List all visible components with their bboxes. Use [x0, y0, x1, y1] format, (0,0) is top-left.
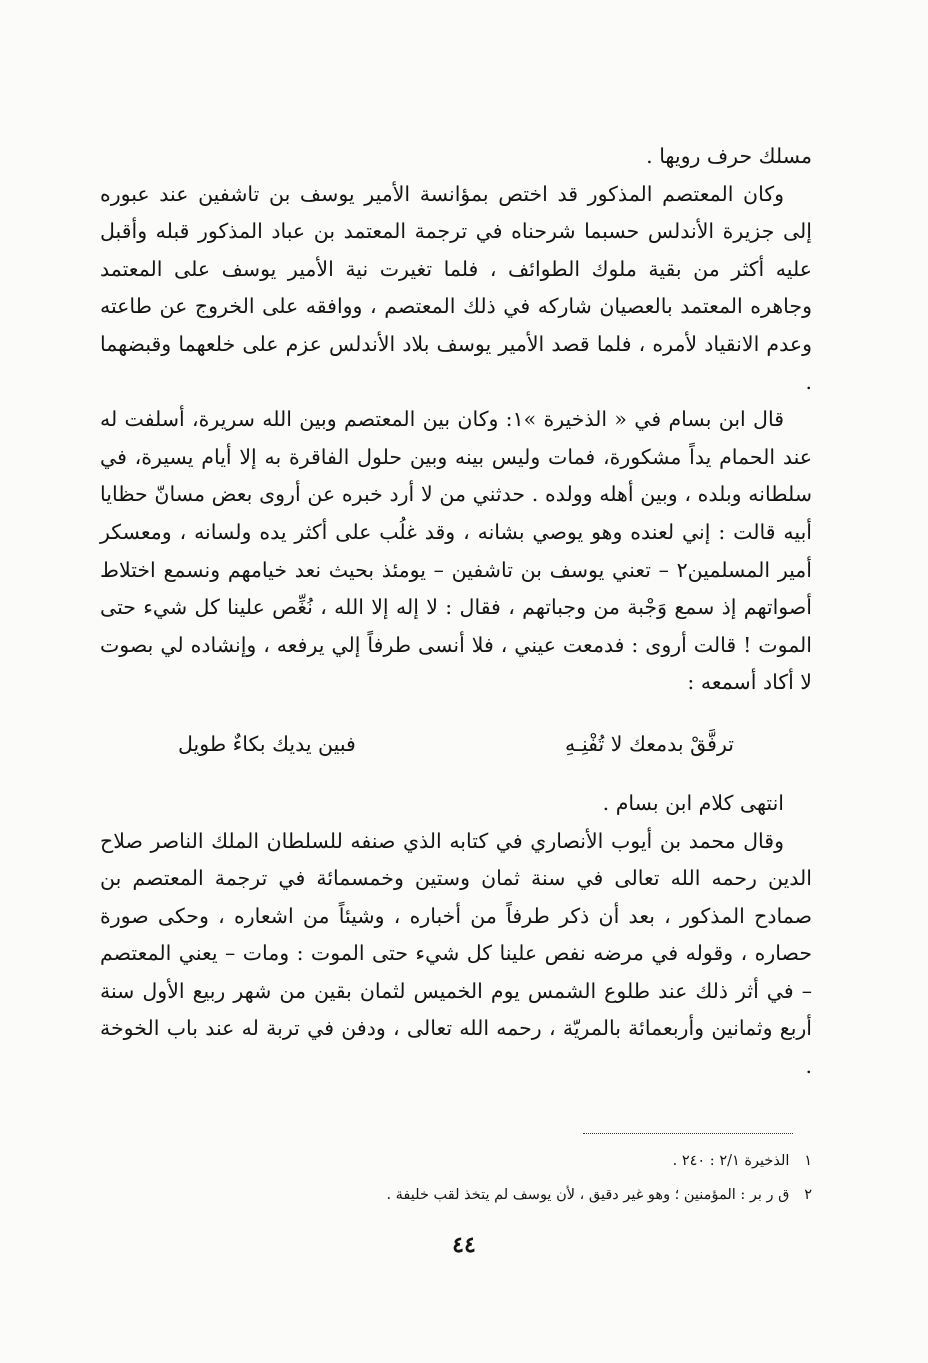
paragraph-end-of-quote: انتهى كلام ابن بسام . — [602, 790, 784, 815]
paragraph-ansari-account: وقال محمد بن أيوب الأنصاري في كتابه الذي صنفه للسلطان الملك الناصر صلاح الدين رحمه الله تعالى في سنة ثمان وستين وخمسمائة في ترجمة المعتصم بن صمادح المذكور ، بعد أن ذكر طرفاً من أخباره ، وشيئاً من اشعاره ، وحكى صورة حصاره ، وقوله في مرضه نفص علينا كل شيء حتى الموت : ومات – يعني المعتصم – في أثر ذلك عند طلوع الشمس يوم الخميس لثمان بقين من شهر ربيع الأول سنة أربع وثمانين وأربعمائة بالمريّة ، رحمه الله تعالى ، ودفن في تربة له عند باب الخوخة . — [100, 828, 812, 1079]
footnote-2 — [100, 1178, 812, 1212]
footnote-text: الذخيرة ٢/١ : ٢٤٠ . — [672, 1153, 790, 1169]
poem-verse — [178, 726, 734, 763]
main-text — [100, 138, 812, 1086]
footnote-text: ق ر بر : المؤمنين ؛ وهو غير دقيق ، لأن يوسف لم يتخذ لقب خليفة . — [386, 1187, 790, 1203]
footnote-number: ١ — [804, 1153, 812, 1169]
paragraph-opening-line: مسلك حرف رويها . — [646, 144, 812, 168]
footnote-1 — [100, 1144, 812, 1178]
verse-first-hemistich: ترفَّقْ بدمعك لا تُفْنِـهِ — [564, 731, 734, 756]
paragraph-ibn-bassam-quote: قال ابن بسام في « الذخيرة »١: وكان بين المعتصم وبين الله سريرة، أسلفت له عند الحمام يداً مشكورة، فمات وليس بينه وبين حلول الفاقرة به إلا أيام يسيرة، في سلطانه وبلده ، وبين أهله وولده . حدثني من لا أرد خبره عن أروى بعض مسانّ حظايا أبيه قالت : إني لعنده وهو يوصي بشانه ، وقد غلُب على أكثر يده ولسانه ، ومعسكر أمير المسلمين٢ – تعني يوسف بن تاشفين – يومئذ بحيث نعد خيامهم ونسمع اختلاط أصواتهم إذ سمع وَجْبة من وجباتهم ، فقال : لا إله إلا الله ، نُغِّص علينا كل شيء حتى الموت ! قالت أروى : فدمعت عيني ، فلا أنسى طرفاً إلي يرفعه ، وإنشاده لي بصوت لا أكاد أسمعه : — [100, 407, 812, 695]
footnote-number: ٢ — [804, 1187, 812, 1203]
footnotes — [100, 1144, 812, 1212]
footnote-divider — [583, 1133, 793, 1134]
page-number: ٤٤ — [452, 1232, 476, 1258]
verse-second-hemistich: فبين يديك بكاءٌ طويل — [178, 731, 356, 756]
paragraph-mutasim-history: وكان المعتصم المذكور قد اختص بمؤانسة الأمير يوسف بن تاشفين عند عبوره إلى جزيرة الأندلس حسبما شرحناه في ترجمة المعتمد بن عباد المذكور قبله وأقبل عليه أكثر من بقية ملوك الطوائف ، فلما تغيرت نية الأمير يوسف على المعتمد وجاهره المعتمد بالعصيان شاركه في ذلك المعتصم ، ووافقه على الخروج عن طاعته وعدم الانقياد لأمره ، فلما قصد الأمير يوسف بلاد الأندلس عزم على خلعهما وقبضهما . — [100, 181, 812, 394]
